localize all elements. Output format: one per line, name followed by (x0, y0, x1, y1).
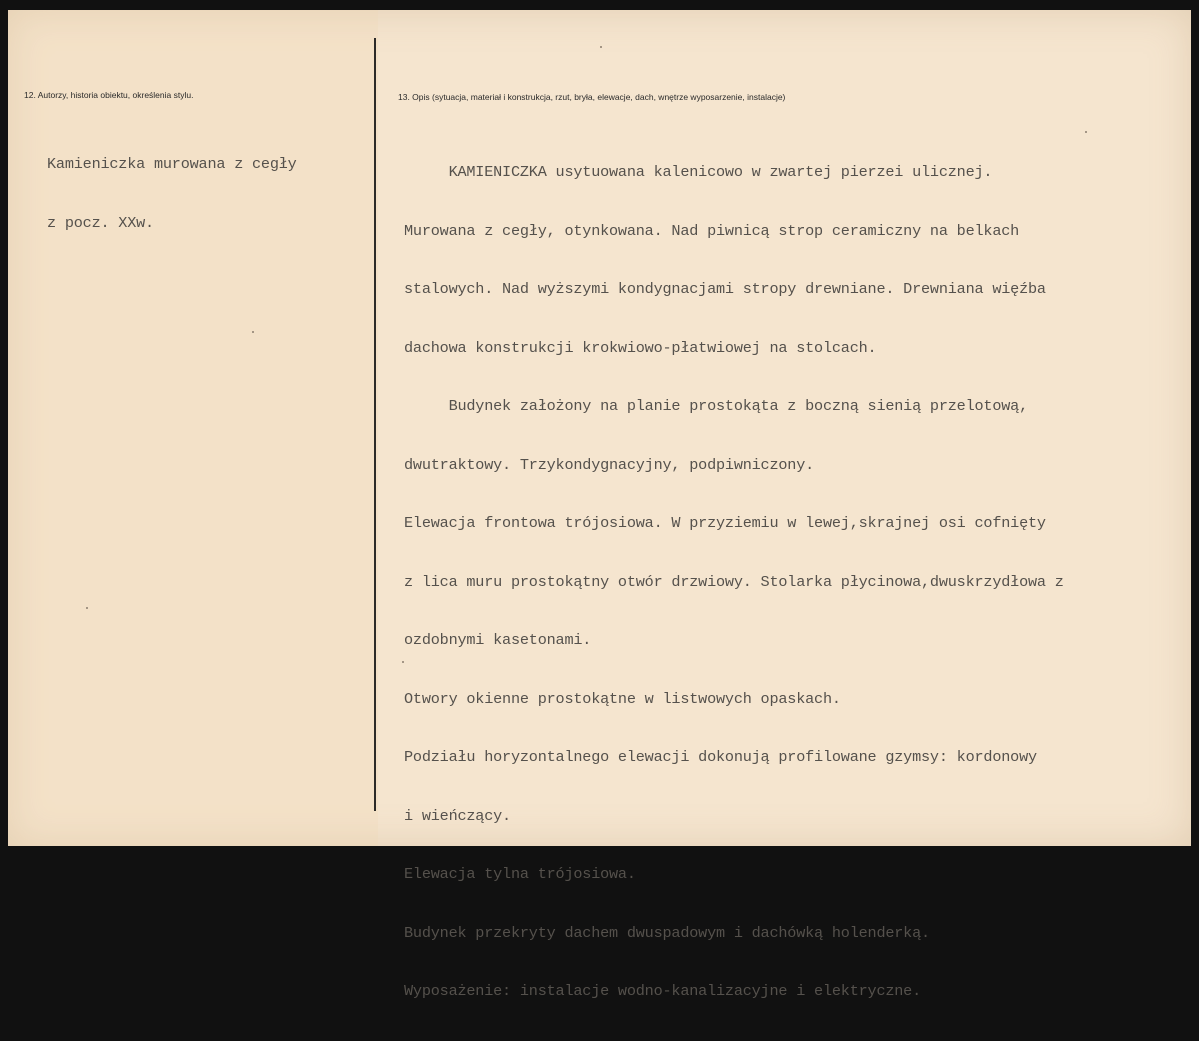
document-sheet (8, 10, 1191, 1000)
typed-text-description (404, 124, 1064, 1041)
typed-text-authors-history (47, 116, 297, 272)
paper-speck (1085, 131, 1087, 133)
typed-line: z pocz. XXw. (47, 213, 154, 232)
typed-line: ozdobnymi kasetonami. (404, 631, 592, 649)
typed-line: Otwory okienne prostokątne w listwowych opaskach. (404, 689, 841, 708)
column-divider (374, 38, 376, 811)
typed-line: KAMIENICZKA usytuowana kalenicowo w zwartej pierzei ulicznej. (404, 163, 993, 181)
typed-line: dachowa konstrukcji krokwiowo-płatwiowej na stolcach. (404, 338, 877, 357)
typed-line: Wyposażenie: instalacje wodno-kanalizacyjne i elektryczne. (404, 982, 922, 1000)
typed-line: stalowych. Nad wyższymi kondygnacjami stropy drewniane. Drewniana więźba (404, 280, 1046, 298)
typed-line: Elewacja frontowa trójosiowa. W przyziemiu w lewej,skrajnej osi cofnięty (404, 514, 1046, 532)
typed-line: Budynek przekryty dachem dwuspadowym i dachówką holenderką. (404, 923, 930, 942)
paper-speck (600, 46, 602, 48)
typed-line: Elewacja tylna trójosiowa. (404, 865, 636, 883)
typed-line: i wieńczący. (404, 806, 511, 825)
paper-speck (86, 607, 88, 609)
field-label-12: 12. Autorzy, historia obiektu, określenia stylu. (24, 90, 194, 100)
typed-line: Murowana z cegły, otynkowana. Nad piwnicą strop ceramiczny na belkach (404, 221, 1020, 240)
typed-line: Podziału horyzontalnego elewacji dokonują profilowane gzymsy: kordonowy (404, 748, 1037, 766)
paper-speck (402, 661, 404, 663)
typed-line: Budynek założony na planie prostokąta z boczną sienią przelotową, (404, 397, 1028, 415)
paper-speck (252, 331, 254, 333)
typed-line: dwutraktowy. Trzykondygnacyjny, podpiwniczony. (404, 455, 815, 474)
typed-line: z lica muru prostokątny otwór drzwiowy. Stolarka płycinowa,dwuskrzydłowa z (404, 572, 1064, 591)
typed-line: Kamieniczka murowana z cegły (47, 155, 297, 173)
field-label-13: 13. Opis (sytuacja, materiał i konstrukcja, rzut, bryła, elewacje, dach, wnętrze wyposarzenie, instalacje) (398, 92, 786, 102)
